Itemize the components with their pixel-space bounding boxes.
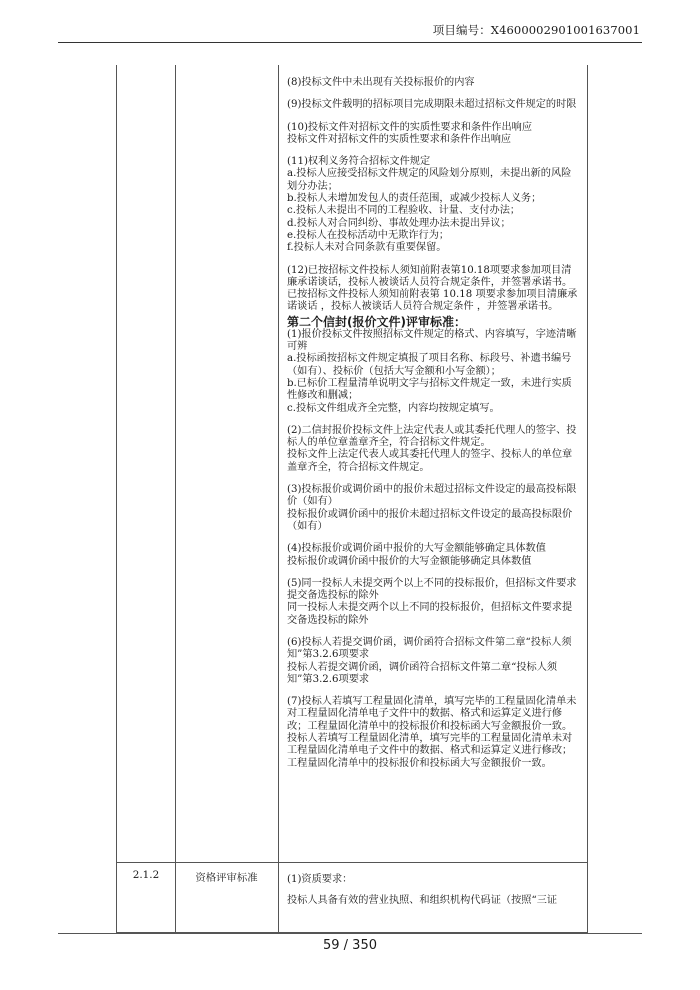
price-criterion-6-repeat: 投标人若提交调价函，调价函符合招标文件第二章“投标人须知”第3.2.6项要求 [287, 661, 558, 685]
qualification-cell [287, 873, 579, 907]
price-criterion-1: (1)报价投标文件按照招标文件规定的格式、内容填写，字迹清晰可辨 [287, 328, 577, 353]
criterion-11-f: f.投标人未对合同条款有重要保留。 [287, 242, 447, 254]
criterion-12: (12)已按招标文件投标人须知前附表第10.18项要求参加项目清廉承诺谈话，投标人被谈话人员符合规定条件，并签署承诺书。 [287, 264, 573, 288]
price-criterion-4: (4)投标报价或调价函中报价的大写金额能够确定具体数值 [287, 543, 546, 555]
price-criterion-5-repeat: 同一投标人未提交两个以上不同的投标报价，但招标文件要求提交备选投标的除外 [287, 602, 573, 626]
footer-rule [58, 933, 642, 934]
criterion-11-c: c.投标人未提出不同的工程验收、计量、支付办法； [287, 205, 521, 217]
criteria-cell [287, 77, 579, 770]
criterion-10: (10)投标文件对招标文件的实质性要求和条件作出响应 [287, 121, 533, 133]
criterion-9: (9)投标文件载明的招标项目完成期限未超过招标文件规定的时限 [287, 99, 577, 111]
row-title: 资格评审标准 [195, 872, 258, 884]
column-divider-1 [175, 65, 176, 932]
price-criterion-7-repeat: 投标人若填写工程量固化清单，填写完毕的工程量固化清单未对工程量固化清单电子文件中的数据、格式和运算定义进行修改；工程量固化清单中的投标报价和投标函大写金额报价一致。 [287, 733, 573, 769]
criterion-11-a: a.投标人应接受招标文件规定的风险划分原则，未提出新的风险划分办法； [287, 168, 572, 192]
header-rule [58, 42, 642, 43]
page-number: 59 / 350 [323, 938, 377, 953]
criterion-8: (8)投标文件中未出现有关投标报价的内容 [287, 77, 475, 88]
column-divider-2 [278, 65, 279, 932]
criterion-11-d: d.投标人对合同纠纷、事故处理办法未提出异议； [287, 217, 511, 229]
price-criterion-7: (7)投标人若填写工程量固化清单，填写完毕的工程量固化清单未对工程量固化清单电子文件中的数据、格式和运算定义进行修改；工程量固化清单中的投标报价和投标函大写金额报价一致。 [287, 696, 577, 732]
price-criterion-3-repeat: 投标报价或调价函中的报价未超过招标文件设定的最高投标限价（如有） [287, 508, 573, 532]
price-criterion-4-repeat: 投标报价或调价函中报价的大写金额能够确定具体数值 [287, 555, 532, 567]
row-divider [117, 862, 587, 863]
price-criterion-2-repeat: 投标文件上法定代表人或其委托代理人的签字、投标人的单位章盖章齐全，符合招标文件规定。 [287, 449, 573, 473]
price-criterion-1-b: b.已标价工程量清单说明文字与招标文件规定一致，未进行实质性修改和删减； [287, 377, 572, 402]
criterion-11-e: e.投标人在投标活动中无欺诈行为； [287, 229, 450, 241]
price-criterion-5: (5)同一投标人未提交两个以上不同的投标报价，但招标文件要求提交备选投标的除外 [287, 577, 577, 602]
criterion-12-repeat: 已按招标文件投标人须知前附表第 10.18 项要求参加项目清廉承诺谈话 ，投标人被谈话人员符合规定条件 ，并签署承诺书。 [287, 289, 578, 313]
criterion-11-b: b.投标人未增加发包人的责任范围，或减少投标人义务； [287, 193, 542, 205]
price-criterion-2: (2)二信封报价投标文件上法定代表人或其委托代理人的签字、投标人的单位章盖章齐全，符合招标文件规定。 [287, 424, 577, 449]
price-criterion-1-c: c.投标文件组成齐全完整，内容均按规定填写。 [287, 402, 500, 414]
criterion-10-repeat: 投标文件对招标文件的实质性要求和条件作出响应 [287, 133, 512, 145]
row-number: 2.1.2 [132, 869, 160, 881]
qualification-item-1-text: 投标人具备有效的营业执照、和组织机构代码证（按照“三证 [287, 895, 558, 906]
project-number: 项目编号：X4600002901001637001 [432, 23, 640, 37]
price-criterion-3: (3)投标报价或调价函中的报价未超过招标文件设定的最高投标限价（如有） [287, 484, 577, 508]
qualification-item-1: (1)资质要求： [287, 874, 353, 885]
price-criterion-1-a: a.投标函按招标文件规定填报了项目名称、标段号、补遗书编号（如有）、投标价（包括大写金额和小写金额）； [287, 353, 572, 377]
price-criterion-6: (6)投标人若提交调价函，调价函符合招标文件第二章“投标人须知”第3.2.6项要求 [287, 636, 572, 661]
second-envelope-heading: 第二个信封(报价文件)评审标准： [287, 314, 466, 329]
criteria-table [116, 65, 588, 933]
criterion-11: (11)权利义务符合招标文件规定 [287, 156, 431, 168]
